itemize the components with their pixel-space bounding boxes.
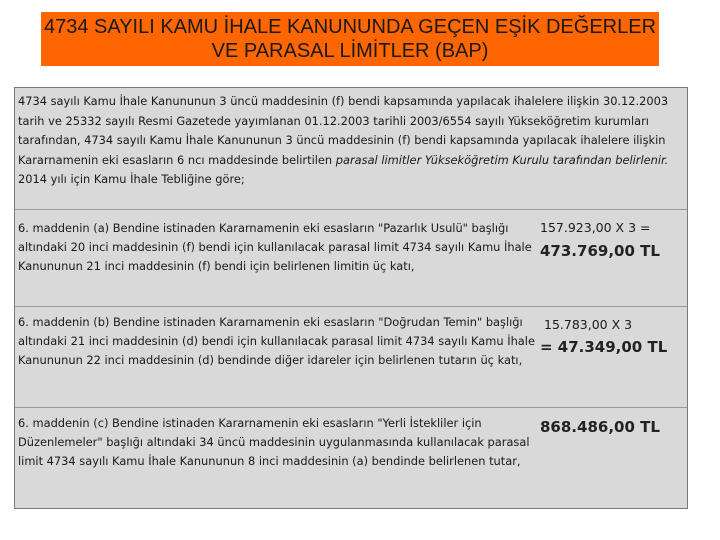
table-row-c <box>15 409 687 508</box>
row-c-result: 868.486,00 TL <box>540 418 660 436</box>
title-line-1: 4734 SAYILI KAMU İHALE KANUNUNDA GEÇEN EŞİK DEĞERLER <box>43 16 657 38</box>
row-b-description: 6. maddenin (b) Bendine istinaden Kararnamenin eki esasların "Doğrudan Temin" başlığı altındaki 21 inci maddesinin (d) bendi için kullanılacak parasal limit 4734 sayılı Kamu İhale Kanununun 22 inci maddesinin (d) bendinde diğer idareler için belirlenen tutarın üç katı, <box>18 315 535 368</box>
title-banner <box>41 12 659 66</box>
row-c-description: 6. maddenin (c) Bendine istinaden Kararnamenin eki esasların "Yerli İstekliler için Düzenlemeler" başlığı altındaki 34 üncü maddesinin uygulanmasında kullanılacak parasal limit 4734 sayılı Kamu İhale Kanununun 8 inci maddesinin (a) bendinde belirlenen tutar, <box>18 416 530 469</box>
row-divider <box>15 209 687 210</box>
intro-text: 4734 sayılı Kamu İhale Kanununun 3 üncü maddesinin (f) bendi kapsamında yapılacak ihalelere ilişkin 30.12.2003 tarih ve 25332 sayılı Resmi Gazetede yayımlanan 01.12.2003 tarihli 2003/6554 sayılı Yükseköğretim kurumları tarafından, 4734 sayılı Kamu İhale Kanununun 3 üncü maddesinin (f) bendi kapsamında yapılacak ihalelere ilişkin Kararnamenin eki esasların 6 ncı maddesinde belirtilen <box>18 94 669 167</box>
row-a-calculation: 157.923,00 X 3 = <box>540 220 651 235</box>
intro-paragraph <box>15 88 687 209</box>
row-a-description: 6. maddenin (a) Bendine istinaden Kararnamenin eki esasların "Pazarlık Usulü" başlığı altındaki 20 inci maddesinin (f) bendi için kullanılacak parasal limit 4734 sayılı Kamu İhale Kanununun 21 inci maddesinin (f) bendi için belirlenen limitin üç katı, <box>18 221 532 274</box>
row-b-calculation: 15.783,00 X 3 <box>544 317 633 332</box>
intro-italic-text: parasal limitler Yükseköğretim Kurulu tarafından belirlenir. <box>335 152 669 167</box>
row-divider <box>15 407 687 408</box>
limits-table <box>14 87 688 509</box>
row-a-result: 473.769,00 TL <box>540 242 660 260</box>
title-line-2: VE PARASAL LİMİTLER (BAP) <box>211 40 489 62</box>
table-row-b <box>15 308 687 407</box>
row-b-result: = 47.349,00 TL <box>540 338 668 356</box>
row-divider <box>15 306 687 307</box>
table-row-a <box>15 211 687 306</box>
intro-text-end: 2014 yılı için Kamu İhale Tebliğine göre; <box>18 172 245 187</box>
